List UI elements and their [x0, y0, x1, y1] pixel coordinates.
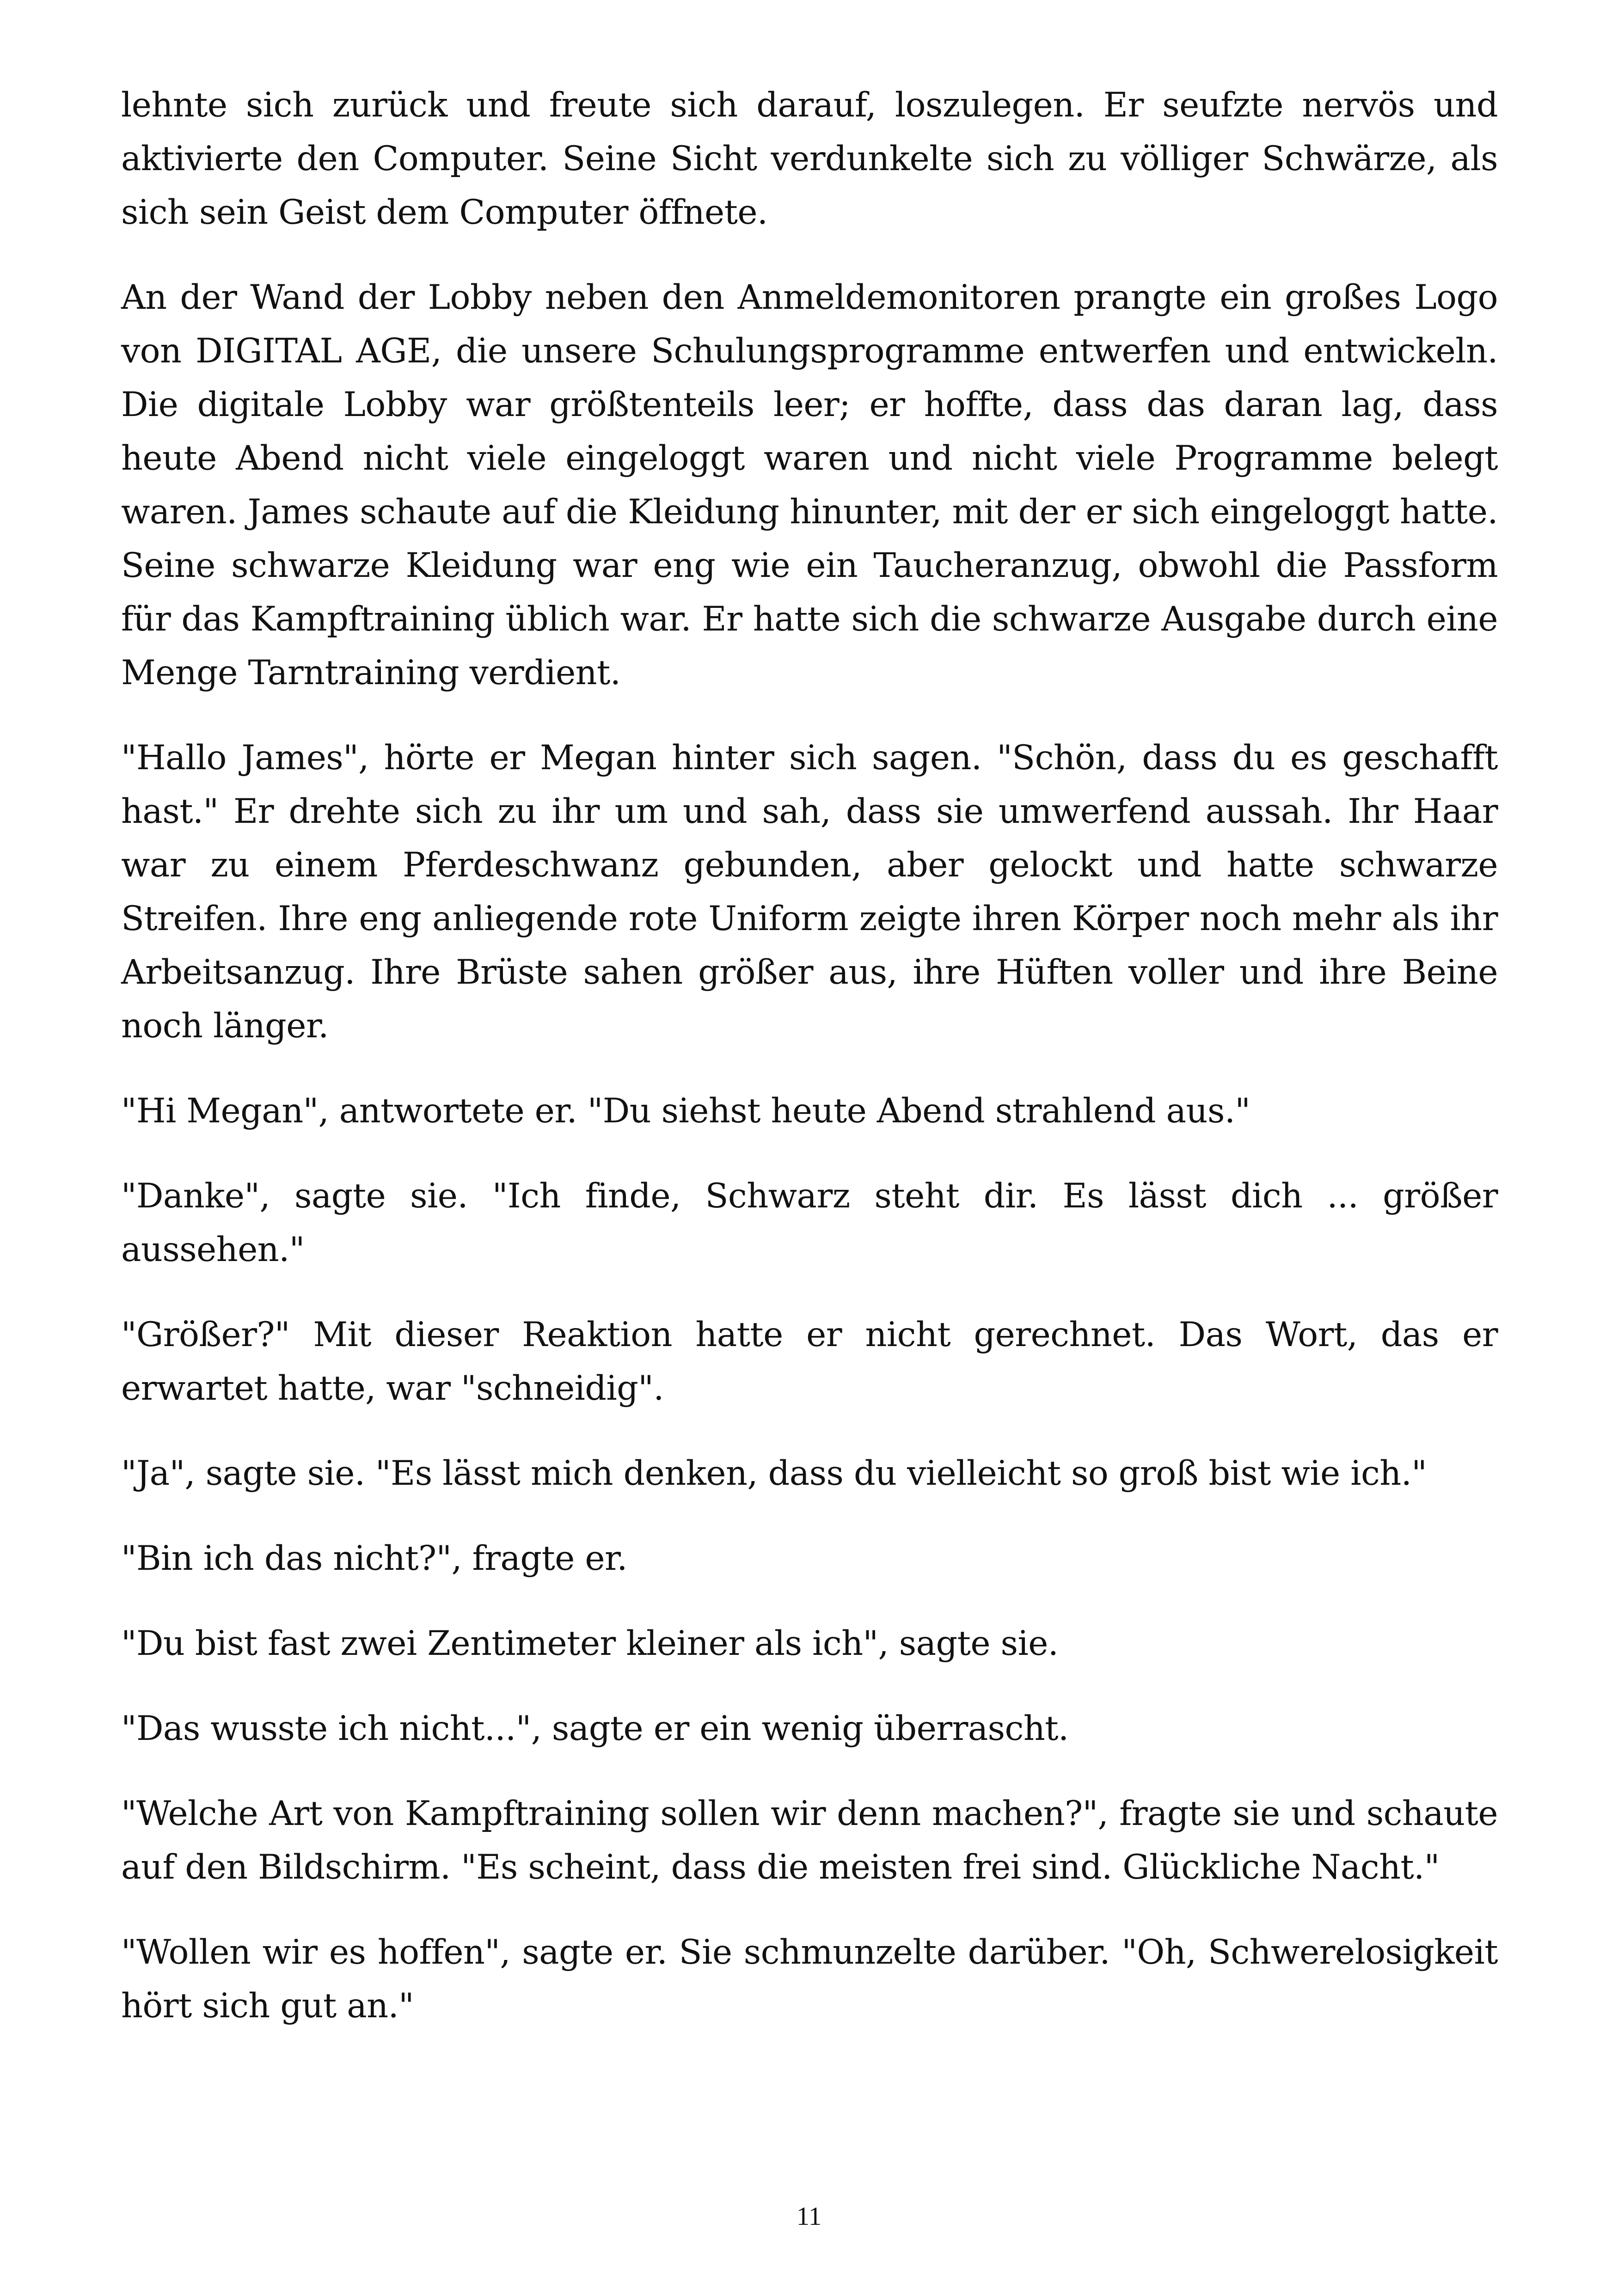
paragraph-4: "Hi Megan", antwortete er. "Du siehst heute Abend strahlend aus.": [121, 1091, 1250, 1131]
page-number: 11: [797, 2202, 821, 2231]
paragraph-11: "Welche Art von Kampftraining sollen wir denn machen?", fragte sie und schaute auf den Bildschirm. "Es scheint, dass die meisten frei sind. Glückliche Nacht.": [121, 1794, 1498, 1887]
paragraph-6: "Größer?" Mit dieser Reaktion hatte er nicht gerechnet. Das Wort, das er erwartet hatte, war "schneidig".: [121, 1315, 1498, 1408]
paragraph-5: "Danke", sagte sie. "Ich finde, Schwarz steht dir. Es lässt dich ... größer aussehen.": [121, 1176, 1498, 1269]
paragraph-12: "Wollen wir es hoffen", sagte er. Sie schmunzelte darüber. "Oh, Schwerelosigkeit hört sich gut an.": [121, 1933, 1498, 2026]
paragraph-7: "Ja", sagte sie. "Es lässt mich denken, dass du vielleicht so groß bist wie ich.": [121, 1454, 1427, 1493]
paragraph-3: "Hallo James", hörte er Megan hinter sich sagen. "Schön, dass du es geschafft hast." Er drehte sich zu ihr um und sah, dass sie umwerfend aussah. Ihr Haar war zu einem Pferdeschwanz gebunden, aber gelockt und hatte schwarze Streifen. Ihre eng anliegende rote Uniform zeigte ihren Körper noch mehr als ihr Arbeitsanzug. Ihre Brüste sahen größer aus, ihre Hüften voller und ihre Beine noch länger.: [121, 738, 1498, 1046]
page-text-body: [121, 79, 1498, 2064]
paragraph-8: "Bin ich das nicht?", fragte er.: [121, 1539, 627, 1578]
paragraph-2: An der Wand der Lobby neben den Anmeldemonitoren prangte ein großes Logo von DIGITAL AGE, die unsere Schulungsprogramme entwerfen und entwickeln. Die digitale Lobby war größtenteils leer; er hoffte, dass das daran lag, dass heute Abend nicht viele eingeloggt waren und nicht viele Programme belegt waren. James schaute auf die Kleidung hinunter, mit der er sich eingeloggt hatte. Seine schwarze Kleidung war eng wie ein Taucheranzug, obwohl die Passform für das Kampftraining üblich war. Er hatte sich die schwarze Ausgabe durch eine Menge Tarntraining verdient.: [121, 278, 1498, 692]
paragraph-1: lehnte sich zurück und freute sich darauf, loszulegen. Er seufzte nervös und aktivierte den Computer. Seine Sicht verdunkelte sich zu völliger Schwärze, als sich sein Geist dem Computer öffnete.: [121, 86, 1498, 232]
paragraph-9: "Du bist fast zwei Zentimeter kleiner als ich", sagte sie.: [121, 1624, 1059, 1663]
paragraph-10: "Das wusste ich nicht...", sagte er ein wenig überrascht.: [121, 1709, 1069, 1748]
